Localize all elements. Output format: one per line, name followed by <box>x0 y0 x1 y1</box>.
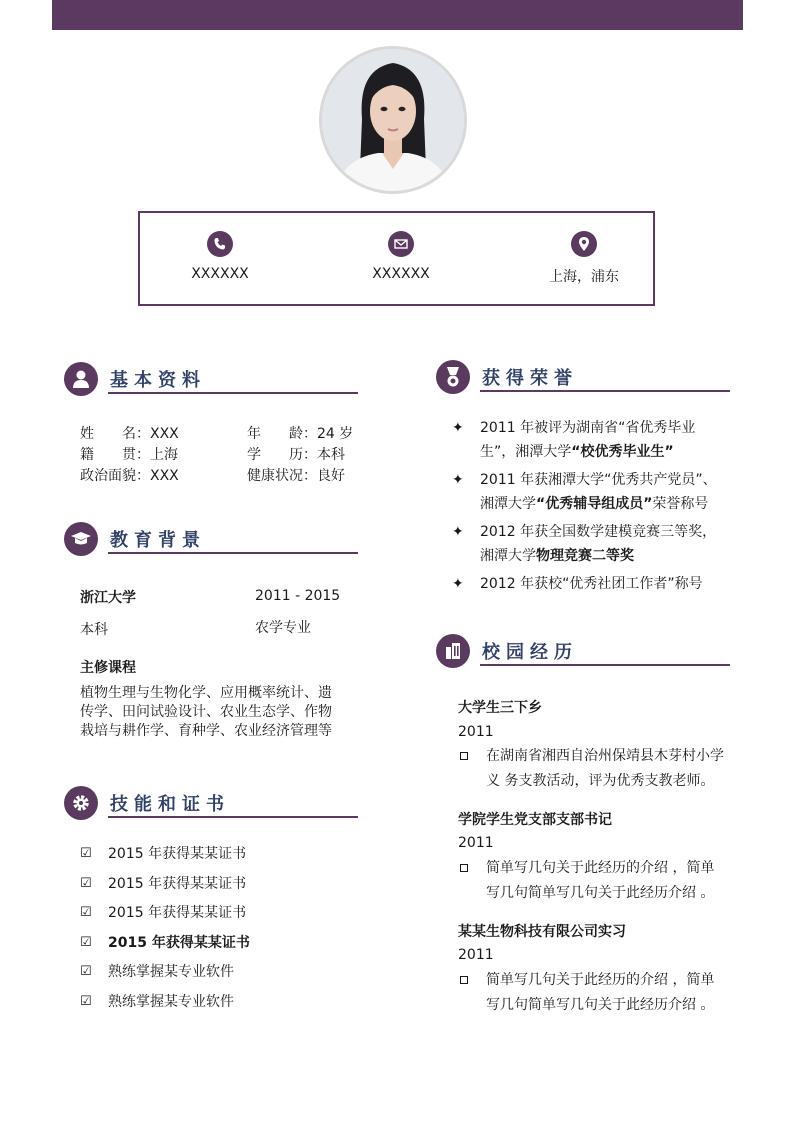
age-value: 24 岁 <box>317 426 354 442</box>
school-years: 2011 - 2015 <box>255 588 341 604</box>
honors-title: 获得荣誉 <box>482 368 578 389</box>
list-item: ✦ 2011 年被评为湖南省“省优秀毕业生”，湘潭大学“校优秀毕业生” <box>452 416 722 464</box>
section-honors <box>436 360 730 396</box>
basic-info-title: 基本资料 <box>110 370 206 391</box>
section-divider <box>108 552 358 554</box>
section-divider <box>108 392 358 394</box>
location-text: 上海，浦东 <box>549 269 619 285</box>
education-value: 本科 <box>317 447 345 463</box>
origin-label: 籍 贯： <box>80 447 150 463</box>
campus-entry-year: 2011 <box>458 835 494 851</box>
checkbox-icon: ☑ <box>80 993 92 1009</box>
list-item: 简单写几句关于此经历的介绍 ，简单写几句简单写几句关于此经历介绍 。 <box>458 856 726 906</box>
section-divider <box>480 390 730 392</box>
contact-box <box>138 211 655 306</box>
phone-text: XXXXXX <box>191 266 249 282</box>
star-bullet-icon: ✦ <box>452 472 464 488</box>
graduation-cap-icon <box>64 522 98 556</box>
honors-list <box>452 416 722 600</box>
list-item: ✦ 2012 年获全国数学建模竞赛三等奖，湘潭大学物理竞赛二等奖 <box>452 520 722 568</box>
contact-phone <box>140 231 300 282</box>
campus-entry-year: 2011 <box>458 947 494 963</box>
section-skills <box>64 786 358 822</box>
list-item: ☑ 2015 年获得某某证书 <box>80 934 250 951</box>
top-banner <box>52 0 743 30</box>
politics-label: 政治面貌： <box>80 468 150 484</box>
major: 农学专业 <box>255 620 311 636</box>
envelope-icon <box>388 231 414 257</box>
list-item: ☑ 2015 年获得某某证书 <box>80 905 247 921</box>
campus-entry-desc <box>458 744 726 794</box>
section-campus <box>436 634 730 670</box>
campus-entry-desc <box>458 968 726 1018</box>
square-bullet-icon <box>460 752 468 760</box>
section-divider <box>108 816 358 818</box>
list-item: ✦ 2012 年获校“优秀社团工作者”称号 <box>452 572 722 596</box>
square-bullet-icon <box>460 976 468 984</box>
list-item: ☑ 2015 年获得某某证书 <box>80 875 247 892</box>
name-label: 姓 名： <box>80 426 150 442</box>
courses-list: 植物生理与生物化学、应用概率统计、遗传学、田问试验设计、农业生态学、作物栽培与耕作学、育种学、农业经济管理等 <box>80 685 332 739</box>
checkbox-icon: ☑ <box>80 875 92 891</box>
portrait-illustration <box>322 49 464 191</box>
list-item: ☑ 熟练掌握某专业软件 <box>80 993 234 1010</box>
list-item: 在湖南省湘西自治州保靖县木芽村小学义 务支教活动，评为优秀支教老师。 <box>458 744 726 794</box>
degree: 本科 <box>80 622 108 638</box>
star-bullet-icon: ✦ <box>452 420 464 436</box>
campus-entry-title: 某某生物科技有限公司实习 <box>458 924 626 940</box>
list-item: ☑ 熟练掌握某专业软件 <box>80 964 234 980</box>
basic-info-right <box>247 424 353 487</box>
courses-title: 主修课程 <box>80 660 136 676</box>
skills-list <box>80 844 250 1021</box>
star-bullet-icon: ✦ <box>452 524 464 540</box>
checkbox-icon: ☑ <box>80 905 92 920</box>
campus-entry-year: 2011 <box>458 724 494 740</box>
list-item: ☑ 2015 年获得某某证书 <box>80 846 247 862</box>
square-bullet-icon <box>460 864 468 872</box>
basic-info-left <box>80 424 179 487</box>
skills-title: 技能和证书 <box>110 794 230 815</box>
building-icon <box>436 634 470 668</box>
age-label: 年 龄： <box>247 426 317 442</box>
health-value: 良好 <box>317 468 345 484</box>
contact-location <box>504 231 664 286</box>
medal-icon <box>436 360 470 394</box>
user-icon <box>64 362 98 396</box>
campus-entry-title: 学院学生党支部支部书记 <box>458 812 612 828</box>
health-label: 健康状况： <box>247 468 317 484</box>
checkbox-icon: ☑ <box>80 846 92 861</box>
name-value: XXX <box>150 426 179 442</box>
section-divider <box>480 664 730 666</box>
origin-value: 上海 <box>150 447 178 463</box>
campus-entry-desc <box>458 856 726 906</box>
list-item: 简单写几句关于此经历的介绍 ，简单写几句简单写几句关于此经历介绍 。 <box>458 968 726 1018</box>
checkbox-icon: ☑ <box>80 964 92 979</box>
school-name: 浙江大学 <box>80 590 136 606</box>
politics-value: XXX <box>150 468 179 484</box>
section-basic-info <box>64 362 358 398</box>
phone-icon <box>207 231 233 257</box>
location-pin-icon <box>571 231 597 257</box>
checkbox-icon: ☑ <box>80 934 92 950</box>
campus-title: 校园经历 <box>482 642 578 663</box>
star-bullet-icon: ✦ <box>452 576 464 592</box>
section-education <box>64 522 358 558</box>
email-text: XXXXXX <box>372 266 430 282</box>
education-label: 学 历： <box>247 447 317 463</box>
education-title: 教育背景 <box>110 530 206 551</box>
profile-photo <box>319 46 467 194</box>
list-item: ✦ 2011 年获湘潭大学“优秀共产党员”、湘潭大学“优秀辅导组成员”荣誉称号 <box>452 468 722 516</box>
contact-email <box>321 231 481 282</box>
gear-icon <box>64 786 98 820</box>
campus-entry-title: 大学生三下乡 <box>458 700 542 716</box>
